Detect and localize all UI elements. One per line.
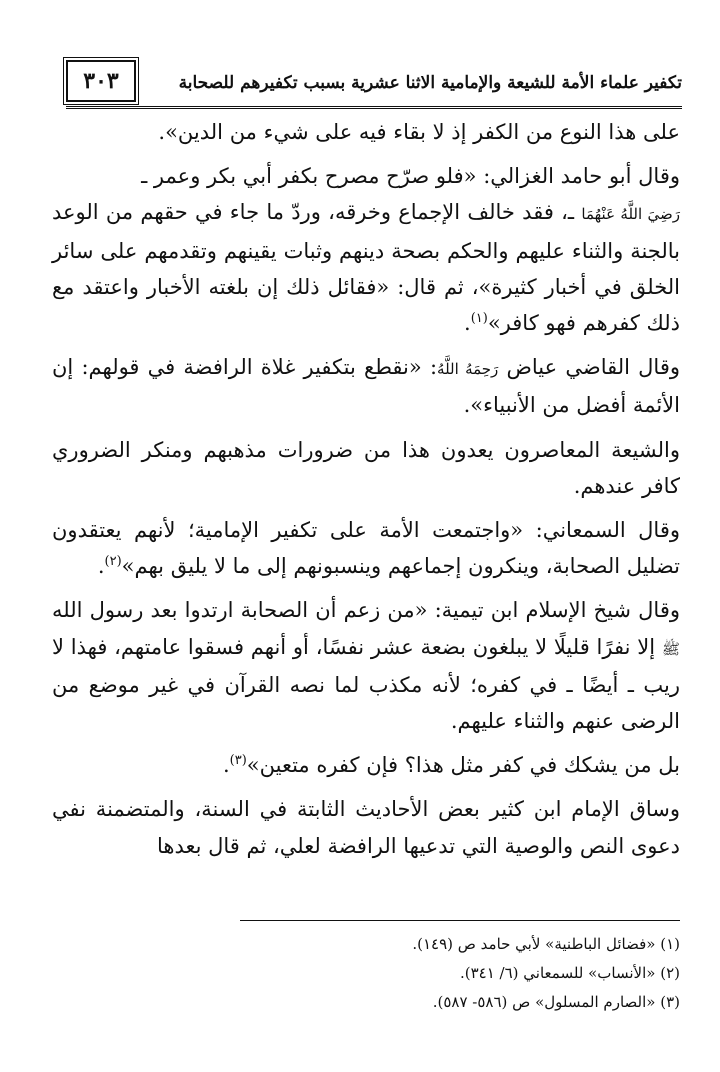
- footnote-3: (٣) «الصارم المسلول» ص (٥٨٦- ٥٨٧).: [432, 993, 680, 1011]
- footnote-ref-1[interactable]: (١): [470, 311, 488, 327]
- paragraph-3-text-c: : «نقطع بتكفير غلاة الرافضة في قولهم: إن الأئمة أفضل من الأنبياء».: [52, 355, 680, 418]
- footnote-ref-3[interactable]: (٣): [229, 753, 247, 769]
- footnote-rule: [240, 920, 680, 921]
- paragraph-6-text-c: إلا نفرًا قليلًا لا يبلغون بضعة عشر نفسًا، أو أنهم فسقوا عامتهم، فهذا لا ريب ـ أيضًا ـ في كفره؛ لأنه مكذب لما نصه القرآن في غير موضع من الرضى عنهم والثناء عليهم.: [52, 634, 680, 734]
- honorific-radiyallahu: رَضِيَ اللَّهُ عَنْهُمَا: [581, 205, 681, 224]
- paragraph-4-text: والشيعة المعاصرون يعدون هذا من ضرورات مذهبهم ومنكر الضروري كافر عندهم.: [52, 437, 680, 498]
- paragraph-1: [52, 114, 680, 150]
- paragraph-7: بل من يشكك في كفر مثل هذا؟ فإن كفره متعين»$^{(٣)}$.: [222, 753, 680, 778]
- footnote-1: (١) «فضائل الباطنية» لأبي حامد ص (١٤٩).: [412, 935, 680, 953]
- main-text: [52, 114, 680, 872]
- paragraph-2-text-a: وقال أبو حامد الغزالي: «فلو صرّح مصرح بكفر أبي بكر وعمر ـ: [141, 164, 680, 189]
- header-rule: [66, 106, 682, 109]
- paragraph-8-text: وساق الإمام ابن كثير بعض الأحاديث الثابتة في السنة، والمتضمنة نفي دعوى النص والوصية التي تدعيها الرافضة لعلي، ثم قال بعدها: [52, 797, 680, 858]
- paragraph-2: وقال أبو حامد الغزالي: «فلو صرّح مصرح بكفر أبي بكر وعمر ـ رَضِيَ اللَّهُ عَنْهُمَا ـ، فقد خالف الإجماع وخرقه، وردّ ما جاء في حقهم من الوعد بالجنة والثناء عليهم والحكم بصحة دينهم وثبات يقينهم وتقدمهم على سائر الخلق في أخبار كثيرة»، ثم قال: «فقائل ذلك إن بلغته الأخبار واعتقد مع ذلك كفرهم فهو كافر»$^{(١)}$.: [52, 164, 681, 336]
- footnotes: [52, 930, 680, 1017]
- paragraph-2-text-c: ـ، فقد خالف الإجماع وخرقه، وردّ ما جاء في حقهم من الوعد بالجنة والثناء عليهم والحكم بصحة دينهم وثبات يقينهم وتقدمهم على سائر الخلق في أخبار كثيرة»، ثم قال: «فقائل ذلك إن بلغته الأخبار واعتقد مع ذلك كفرهم فهو كافر»: [52, 200, 680, 336]
- paragraph-3-text-a: وقال القاضي عياض: [506, 355, 680, 380]
- paragraph-5: وقال السمعاني: «واجتمعت الأمة على تكفير الإمامية؛ لأنهم يعتقدون تضليل الصحابة، وينكرون إجماعهم وينسبونهم إلى ما لا يليق بهم»$^{(٢)}$.: [52, 518, 680, 579]
- paragraph-4: [52, 432, 680, 504]
- paragraph-6: [52, 592, 680, 739]
- page-number: ٣٠٣: [66, 60, 136, 102]
- running-title: تكفير علماء الأمة للشيعة والإمامية الاثنا عشرية بسبب تكفيرهم للصحابة: [178, 73, 682, 93]
- paragraph-5-text: وقال السمعاني: «واجتمعت الأمة على تكفير الإمامية؛ لأنهم يعتقدون تضليل الصحابة، وينكرون إجماعهم وينسبونهم إلى ما لا يليق بهم»: [52, 518, 680, 579]
- honorific-rahimahullah: رَحِمَهُ اللَّهُ: [437, 360, 499, 379]
- footnote-ref-2[interactable]: (٢): [104, 554, 122, 570]
- paragraph-8: [52, 791, 680, 863]
- footnote-2: (٢) «الأنساب» للسمعاني (٦/ ٣٤١).: [459, 964, 680, 982]
- honorific-salallahu: ﷺ: [661, 639, 680, 658]
- paragraph-1-text: على هذا النوع من الكفر إذ لا بقاء فيه على شيء من الدين».: [158, 120, 680, 144]
- paragraph-7-text: بل من يشكك في كفر مثل هذا؟ فإن كفره متعين»: [246, 753, 680, 778]
- paragraph-3: [52, 349, 680, 423]
- paragraph-6-text-a: وقال شيخ الإسلام ابن تيمية: «من زعم أن الصحابة ارتدوا بعد رسول الله: [52, 598, 680, 623]
